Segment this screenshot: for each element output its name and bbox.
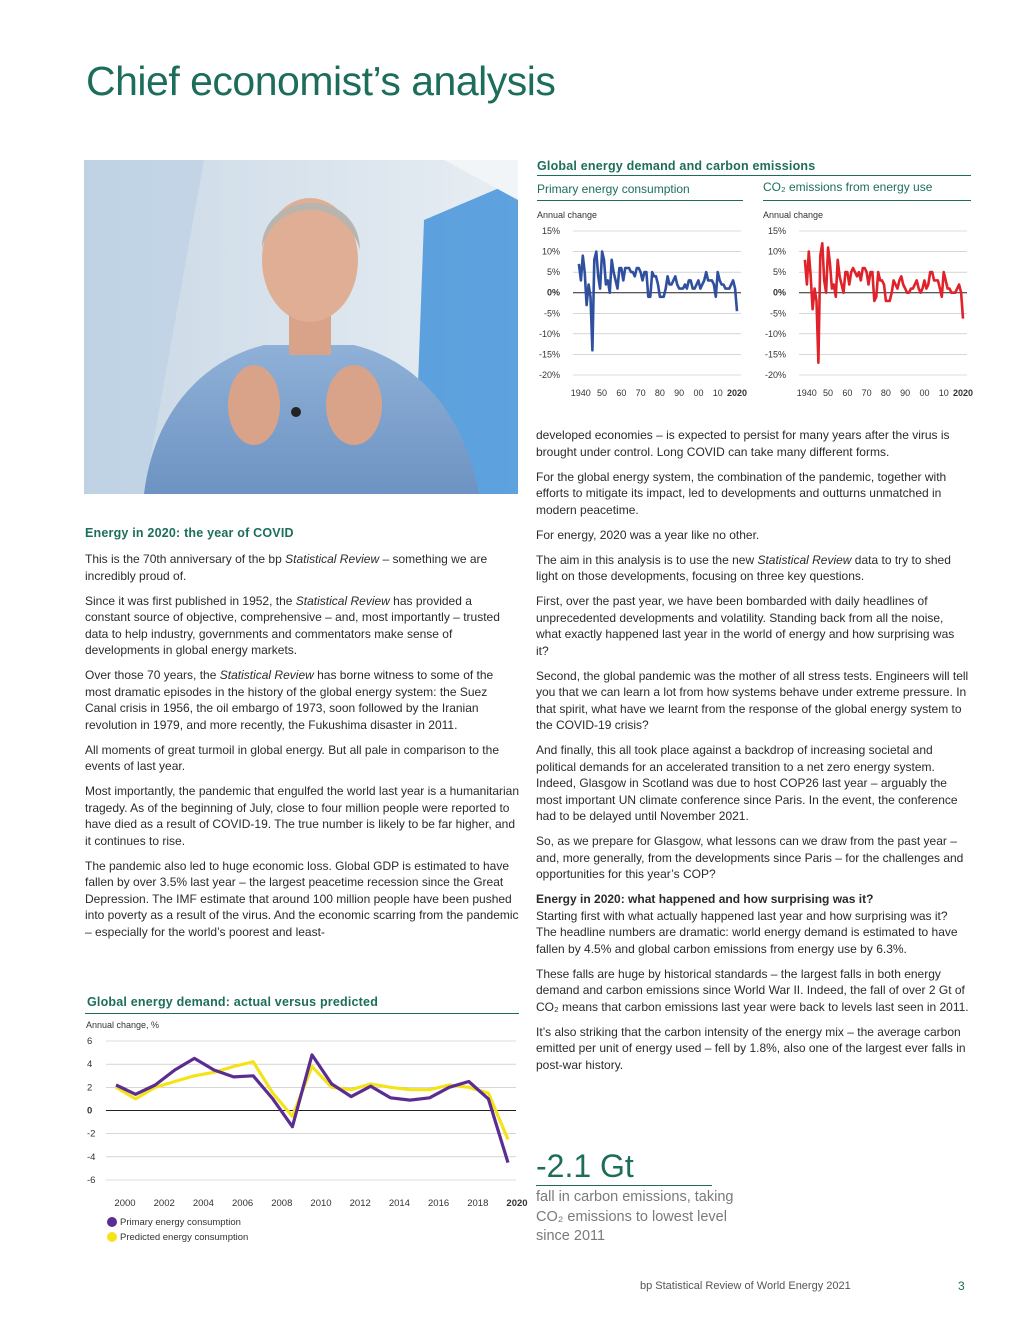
- speaker-photo: [84, 160, 518, 494]
- chart2-xtick: 70: [861, 388, 872, 398]
- chart1-ytick: -10%: [538, 328, 560, 339]
- chart2-ytick: -5%: [769, 308, 786, 319]
- chart2-ytick: 0%: [772, 287, 786, 298]
- footer-title: bp Statistical Review of World Energy 2021: [640, 1280, 851, 1292]
- paragraph: It’s also striking that the carbon intensity of the energy mix – the average carbon emitted per unit of energy used – fell by 1.8%, also one of the largest ever falls in post-war history.: [536, 1024, 966, 1072]
- chart3-ytick: 0: [87, 1105, 93, 1117]
- chart3-xtick: 2018: [467, 1198, 489, 1209]
- chart1-xtick: 50: [597, 388, 608, 398]
- chart3-ytick: -6: [87, 1175, 96, 1186]
- chart3-xtick: 2008: [271, 1198, 293, 1209]
- chart3-xtick: 2014: [388, 1198, 410, 1209]
- chart1-ytick: 15%: [541, 226, 560, 236]
- paragraph: For energy, 2020 was a year like no other.: [536, 527, 760, 542]
- divider: [763, 200, 971, 201]
- paragraph: And finally, this all took place against a backdrop of increasing societal and political demands for an accelerated transition to a net zero energy system. Indeed, Glasgow in Scotland was due to host COP26 last year – arguably the most important UN climate conference since Paris. In the event, the conference had to be delayed until November 2021.: [536, 743, 958, 823]
- divider: [85, 1013, 519, 1014]
- chart3-ytick: 2: [87, 1082, 93, 1094]
- chart2-series-line: [805, 243, 963, 362]
- chart1-ylabel: Annual change: [537, 210, 598, 220]
- chart1-xtick: 70: [635, 388, 646, 398]
- chart3-legend-swatch: [107, 1232, 117, 1242]
- chart1-xtick: 10: [712, 388, 723, 398]
- chart2-ytick: -20%: [764, 370, 786, 380]
- chart3-ytick: -2: [87, 1128, 96, 1140]
- co2-emissions-chart: [759, 205, 974, 400]
- chart3-xtick: 2000: [114, 1198, 136, 1209]
- paragraph: Over those 70 years, the Statistical Review has borne witness to some of the most dramatic episodes in the history of the global energy system: the Suez Canal crisis in 1956, the oil embargo of 1973, soon followed by the Iranian revolution in 1979, and more recently, the Fukushima disaster in 2011.: [85, 668, 494, 732]
- chart3-xtick: 2004: [192, 1198, 214, 1209]
- chart3-legend-swatch: [107, 1217, 117, 1227]
- chart2-xtick: 2020: [952, 388, 974, 398]
- chart1-xtick: 00: [693, 388, 704, 398]
- chart3-xtick: 2006: [232, 1198, 254, 1209]
- left-body-text: [85, 551, 519, 949]
- actual-vs-predicted-chart: [84, 1015, 528, 1250]
- paragraph: The pandemic also led to huge economic loss. Global GDP is estimated to have fallen by over 3.5% last year – the largest peacetime recession since the Great Depression. The IMF estimate that around 100 million people have been pushed into poverty as a result of the virus. And the economic scarring from the pandemic – especially for the world’s poorest and least-: [85, 858, 519, 939]
- chart2-ytick: 15%: [767, 226, 786, 236]
- chart2-xtick: 60: [842, 388, 853, 398]
- chart2-xtick: 80: [880, 388, 891, 398]
- chart3-xtick: 2002: [153, 1198, 175, 1209]
- chart1-ytick: -20%: [538, 370, 560, 380]
- paragraph: For the global energy system, the combination of the pandemic, together with efforts to mitigate its impact, led to developments and outturns unmatched in modern peacetime.: [536, 469, 947, 517]
- paragraph: These falls are huge by historical standards – the largest falls in both energy demand and carbon emissions since World War II. Indeed, the fall of over 2 Gt of CO₂ means that carbon emissions last year were back to levels last seen in 2011.: [536, 966, 969, 1014]
- chart1-xtick: 60: [616, 388, 627, 398]
- chart2-ytick: -15%: [764, 349, 786, 360]
- stat-value: -2.1 Gt: [536, 1148, 634, 1184]
- chart1-ytick: -15%: [538, 349, 560, 360]
- chart1-xtick: 1940: [570, 388, 591, 398]
- paragraph: All moments of great turmoil in global energy. But all pale in comparison to the events of last year.: [85, 742, 499, 773]
- chart1-title: Global energy demand and carbon emissions: [537, 159, 816, 173]
- chart1-ytick: 0%: [546, 287, 560, 298]
- subheading: Energy in 2020: what happened and how surprising was it?: [536, 892, 874, 906]
- chart2-xtick: 10: [938, 388, 949, 398]
- chart2-ylabel: Annual change: [763, 210, 824, 220]
- chart1-series-line: [579, 252, 737, 351]
- chart2-xtick: 90: [900, 388, 911, 398]
- chart3-legend-label: Primary energy consumption: [120, 1217, 241, 1228]
- chart1-ytick: 5%: [546, 267, 560, 278]
- paragraph: This is the 70th anniversary of the bp Statistical Review – something we are incredibly proud of.: [85, 552, 488, 583]
- chart2-xtick: 00: [919, 388, 930, 398]
- paragraph: Second, the global pandemic was the mother of all stress tests. Engineers will tell you that we can learn a lot from how systems behave under extreme pressure. In that spirit, what have we learnt from the response of the global energy system to the COVID-19 crisis?: [536, 668, 969, 732]
- chart1-ytick: 10%: [541, 246, 560, 257]
- chart3-title: Global energy demand: actual versus predicted: [87, 995, 379, 1009]
- chart3-xtick: 2010: [310, 1198, 332, 1209]
- page-number: 3: [958, 1279, 965, 1293]
- chart2-xtick: 50: [823, 388, 834, 398]
- chart2-xtick: 1940: [796, 388, 817, 398]
- paragraph: First, over the past year, we have been bombarded with daily headlines of unprecedented developments and volatility. Standing back from all the noise, what exactly happened last year in the world of energy and how surprising was it?: [536, 594, 955, 658]
- divider: [536, 1185, 712, 1186]
- chart1-xtick: 2020: [726, 388, 748, 398]
- paragraph: So, as we prepare for Glasgow, what lessons can we draw from the past year – and, more generally, from the developments since Paris – for the challenges and opportunities for this year’s COP?: [536, 834, 964, 881]
- chart3-series-line: [116, 1062, 508, 1140]
- chart2-ytick: 10%: [767, 246, 786, 257]
- chart3-xtick: 2012: [349, 1198, 371, 1209]
- chart3-xtick: 2020: [506, 1198, 528, 1209]
- divider: [537, 175, 971, 176]
- paragraph: Since it was first published in 1952, the Statistical Review has provided a constant source of objective, comprehensive – and, most importantly – trusted data to help industry, governments and commentators make sense of developments in global energy markets.: [85, 593, 500, 657]
- paragraph: Energy in 2020: what happened and how surprising was it? Starting first with what actually happened last year and how surprising was it? The headline numbers are dramatic: world energy demand is estimated to have fallen by 4.5% and global carbon emissions from energy use by 6.3%.: [536, 891, 970, 957]
- stat-description: fall in carbon emissions, taking CO₂ emissions to lowest level since 2011: [536, 1189, 734, 1244]
- chart2-ytick: -10%: [764, 328, 786, 339]
- chart1-subtitle: Primary energy consumption: [537, 182, 690, 196]
- primary-energy-chart: [533, 205, 748, 400]
- chart1-ytick: -5%: [543, 308, 560, 319]
- chart3-legend-label: Predicted energy consumption: [120, 1232, 249, 1243]
- chart1-xtick: 80: [654, 388, 665, 398]
- paragraph: The aim in this analysis is to use the new Statistical Review data to try to shed light on those developments, focusing on three key questions.: [536, 552, 951, 583]
- section-heading: Energy in 2020: the year of COVID: [85, 526, 294, 540]
- paragraph: developed economies – is expected to persist for many years after the virus is brought under control. Long COVID can take many different forms.: [536, 428, 950, 459]
- chart1-xtick: 90: [674, 388, 685, 398]
- chart3-ytick: 6: [87, 1036, 93, 1047]
- chart3-ytick: -4: [87, 1151, 96, 1163]
- chart3-ytick: 4: [87, 1059, 93, 1071]
- chart3-series-line: [116, 1055, 508, 1163]
- right-body-text: [536, 427, 970, 1082]
- chart2-ytick: 5%: [772, 267, 786, 278]
- paragraph: Most importantly, the pandemic that engulfed the world last year is a humanitarian tragedy. As of the beginning of July, close to four million people were reported to have died as a result of COVID-19. The true number is likely to be far higher, and it continues to rise.: [85, 784, 520, 848]
- chart2-subtitle: CO₂ emissions from energy use: [763, 180, 933, 194]
- chart3-xtick: 2016: [428, 1198, 450, 1209]
- chart3-ylabel: Annual change, %: [86, 1020, 160, 1030]
- page-title: Chief economist’s analysis: [86, 58, 556, 104]
- divider: [537, 200, 743, 201]
